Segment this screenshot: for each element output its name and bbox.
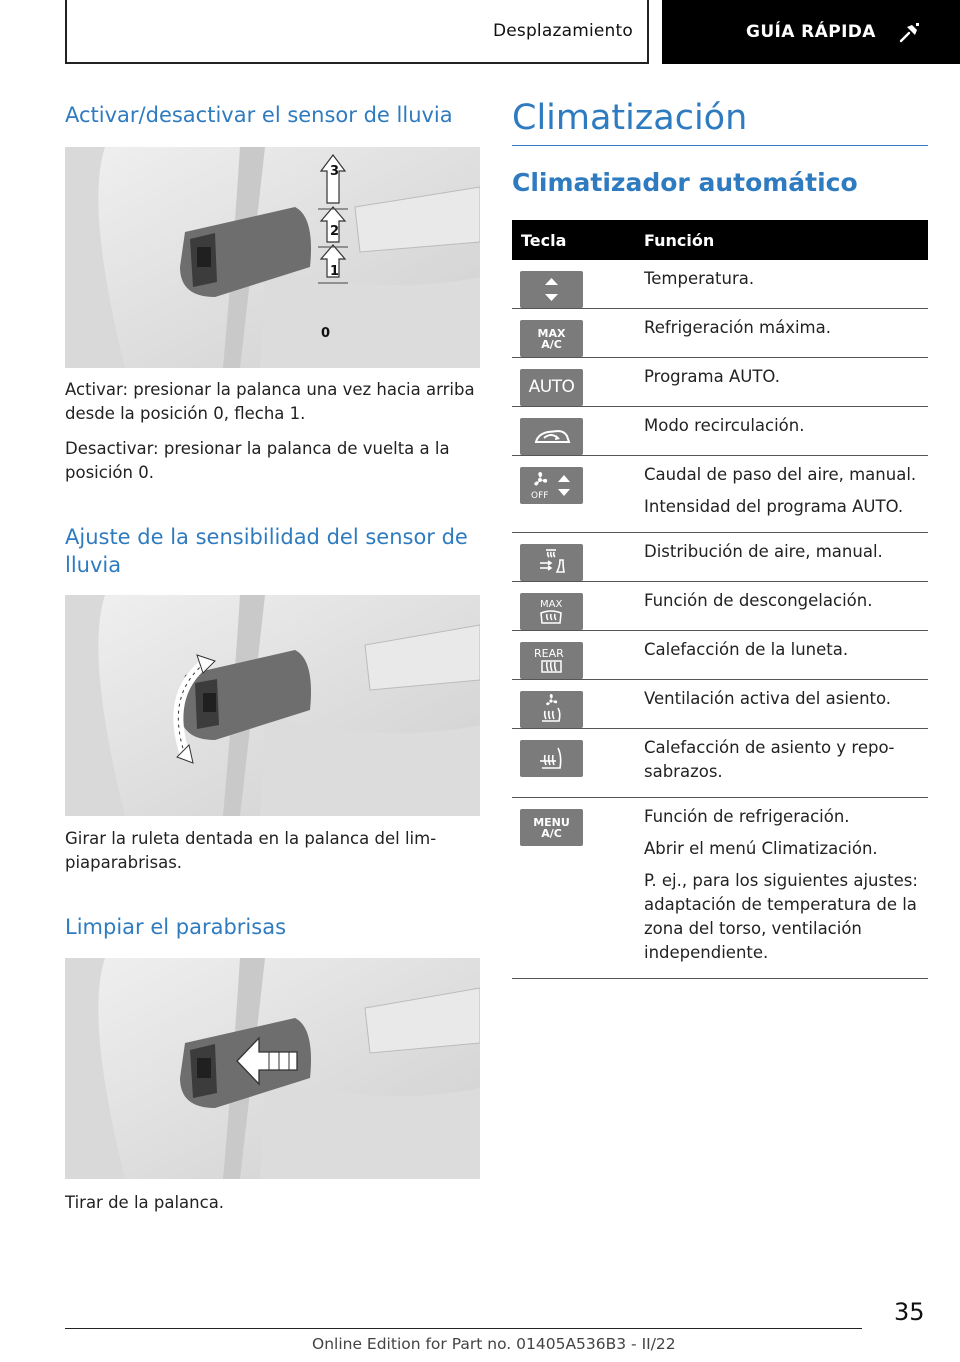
climate-heading-rule: [512, 145, 928, 146]
sensitivity-text: Girar la ruleta dentada en la palanca del limpiaparabrisas.: [65, 829, 437, 872]
rain-sensor-heading: Activar/desactivar el sensor de lluvia: [65, 103, 453, 127]
function-text: Ventilación activa del asiento.: [644, 689, 892, 708]
table-row: [512, 358, 928, 407]
air-distribution-icon: [520, 544, 583, 581]
arrow-label-0: 0: [321, 326, 331, 341]
function-text: Refrigeración máxima.: [644, 318, 831, 337]
function-text: Caudal de paso del aire, manual.: [644, 465, 917, 484]
table-row: [512, 631, 928, 680]
header-chapter-label: GUÍA RÁPIDA: [746, 22, 876, 42]
function-text: Intensidad del programa AUTO.: [644, 497, 904, 516]
function-text: Temperatura.: [644, 269, 755, 288]
function-text: Programa AUTO.: [644, 367, 780, 386]
temperature-arrows-icon: [520, 271, 583, 308]
auto-icon: [520, 369, 583, 406]
table-row: [512, 680, 928, 729]
menu-ac-icon: MENU A/C: [520, 809, 583, 846]
function-text: Función de descongelación.: [644, 591, 873, 610]
arrow-label-2: 2: [330, 224, 340, 239]
quick-guide-icon: [898, 20, 922, 44]
climate-key-table: [512, 220, 928, 979]
column-header-key: Tecla: [512, 220, 640, 260]
function-text: P. ej., para los siguientes ajustes: adaptación de temperatura de la zona del torso, ventilación independiente.: [644, 871, 918, 962]
table-row: [512, 582, 928, 631]
table-header-row: [512, 220, 928, 260]
rear-defrost-label: REAR: [534, 647, 564, 660]
function-text: Calefacción de asiento y reposabrazos.: [644, 738, 895, 781]
arrow-label-1: 1: [330, 264, 340, 279]
function-text: Distribución de aire, manual.: [644, 542, 883, 561]
table-row: [512, 407, 928, 456]
page-number: 35: [894, 1298, 925, 1326]
climate-heading: Climatización: [512, 98, 748, 138]
function-text: Abrir el menú Climatización.: [644, 839, 878, 858]
table-row: [512, 260, 928, 309]
function-text: Calefacción de la luneta.: [644, 640, 849, 659]
auto-key-text: AUTO: [528, 377, 575, 397]
sensitivity-heading: Ajuste de la sensibilidad del sensor de lluvia: [65, 525, 468, 577]
table-row: [512, 798, 928, 979]
rain-sensor-deactivate-text: Desactivar: presionar la palanca de vuelta a la posición 0.: [65, 439, 450, 482]
fan-off-icon: [520, 467, 583, 504]
auto-climate-subheading: Climatizador automático: [512, 168, 858, 197]
footer-edition: Online Edition for Part no. 01405A536B3 - II/22: [312, 1335, 676, 1353]
seat-ventilation-icon: [520, 691, 583, 728]
arrow-label-3: 3: [330, 164, 340, 179]
max-ac-icon: MAX A/C: [520, 320, 583, 357]
sensitivity-wheel-illustration: [65, 595, 480, 816]
table-row: [512, 456, 928, 533]
max-defrost-icon: [520, 593, 583, 630]
footer-rule: [65, 1328, 862, 1329]
header-section-label: Desplazamiento: [492, 21, 633, 41]
seat-heating-icon: [520, 740, 583, 777]
header-section-tab: [65, 0, 649, 64]
windshield-lever-illustration: [65, 958, 480, 1179]
rear-defrost-icon: [520, 642, 583, 679]
windshield-text: Tirar de la palanca.: [65, 1193, 225, 1212]
table-row: [512, 729, 928, 798]
table-row: [512, 533, 928, 582]
function-text: Función de refrigeración.: [644, 807, 850, 826]
header-chapter-tab: [662, 0, 960, 64]
rain-sensor-activate-text: Activar: presionar la palanca una vez hacia arriba desde la posición 0, flecha 1.: [65, 380, 475, 423]
fan-off-label: OFF: [531, 491, 549, 501]
max-defrost-label: MAX: [540, 599, 563, 610]
recirculation-icon: [520, 418, 583, 455]
table-row: [512, 309, 928, 358]
column-header-function: Función: [640, 220, 928, 260]
rain-sensor-lever-illustration: [65, 147, 480, 368]
function-text: Modo recirculación.: [644, 416, 805, 435]
windshield-heading: Limpiar el parabrisas: [65, 915, 287, 939]
